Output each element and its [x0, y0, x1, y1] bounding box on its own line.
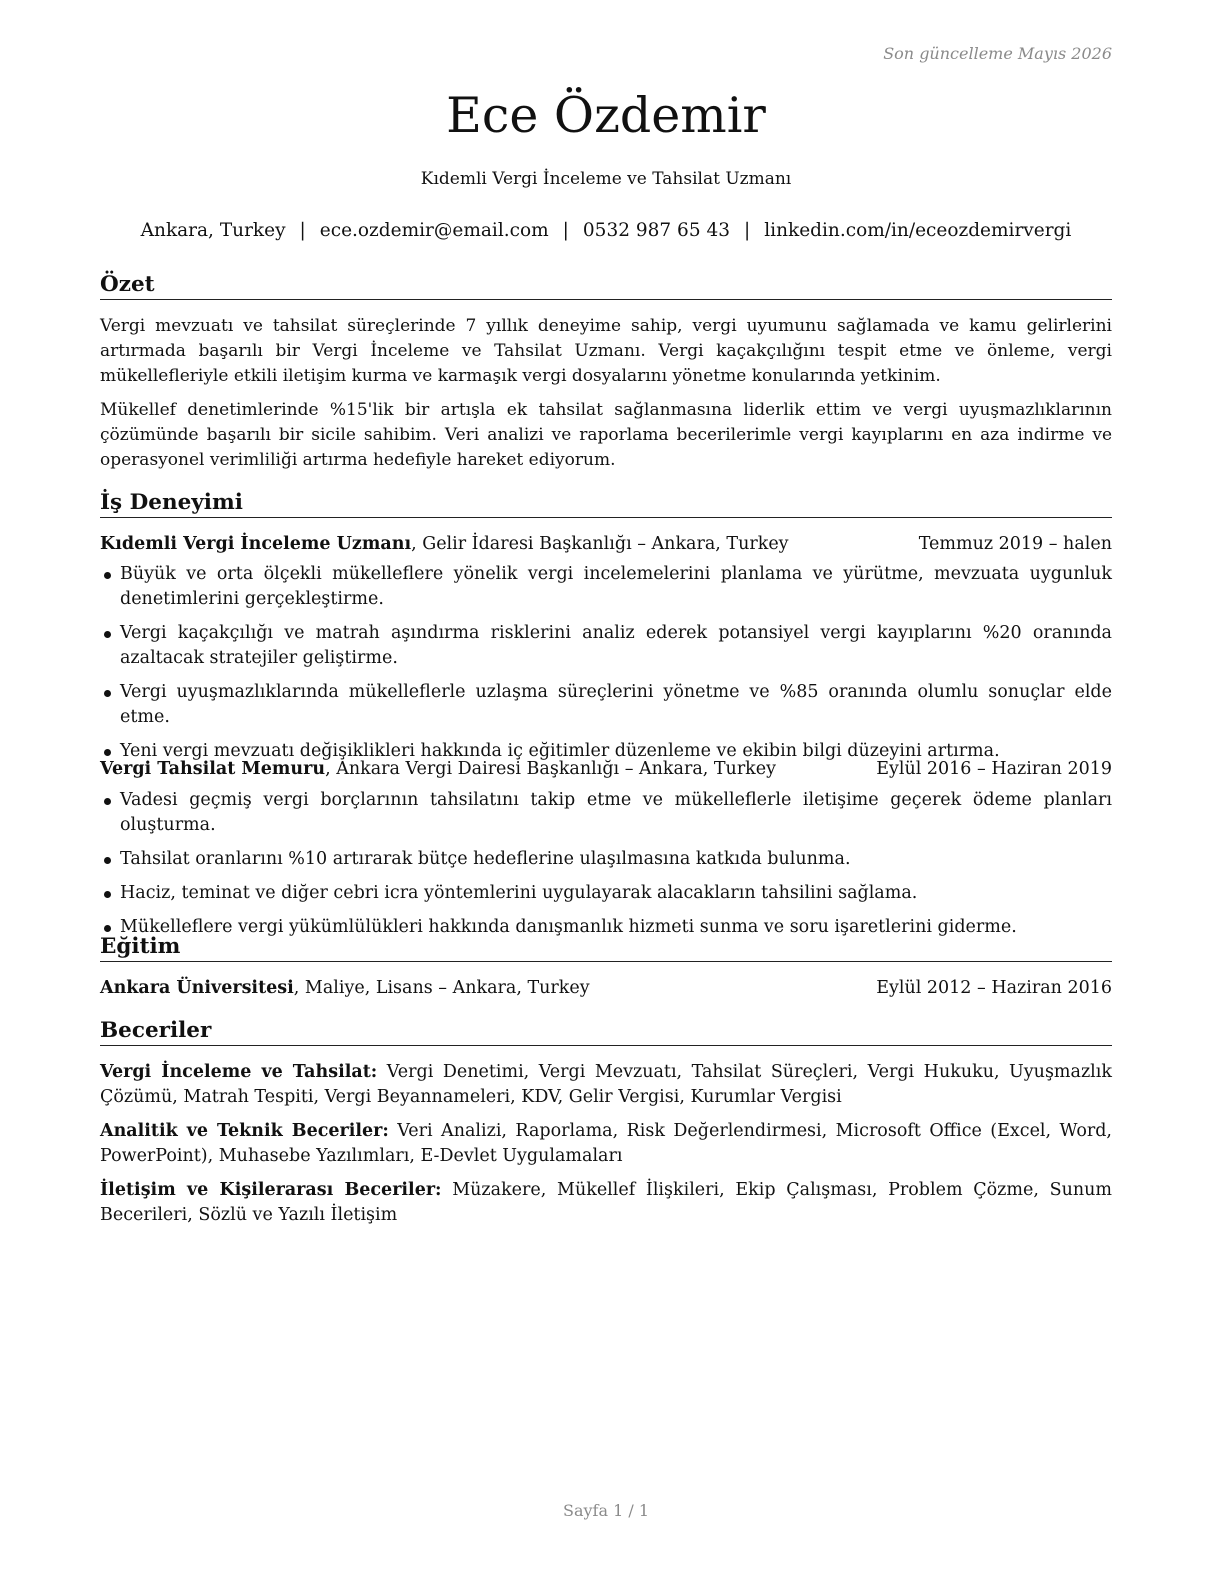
- education-entry: [100, 976, 1112, 1001]
- contact-email[interactable]: ece.ozdemir@email.com: [319, 220, 549, 241]
- resume-page: [100, 0, 1112, 1584]
- list-item: Vergi uyuşmazlıklarında mükelleflerle uzlaşma süreçlerini yönetme ve %85 oranında olumlu sonuçlar elde etme.: [100, 680, 1112, 730]
- contact-line: [100, 218, 1112, 244]
- job-organization: , Gelir İdaresi Başkanlığı – Ankara, Turkey: [411, 534, 789, 554]
- list-item: Haciz, teminat ve diğer cebri icra yöntemlerini uygulayarak alacakların tahsilini sağlama.: [100, 881, 1112, 906]
- list-item: Büyük ve orta ölçekli mükelleflere yönelik vergi incelemelerini planlama ve yürütme, mevzuata uygunluk denetimlerini gerçekleştirme.: [100, 562, 1112, 612]
- contact-separator: |: [562, 220, 569, 241]
- contact-location: Ankara, Turkey: [140, 220, 286, 241]
- list-item: Mükelleflere vergi yükümlülükleri hakkında danışmanlık hizmeti sunma ve soru işaretlerini giderme.: [100, 915, 1112, 940]
- job-entry-header: [100, 757, 1112, 782]
- summary-paragraph: Mükellef denetimlerinde %15'lik bir artışla ek tahsilat sağlanmasına liderlik ettim ve vergi uyuşmazlıklarının çözümünde başarılı bir sicile sahibim. Veri analizi ve raporlama becerilerimle vergi kayıplarını en aza indirme ve operasyonel verimliliği artırma hedefiyle hareket ediyorum.: [100, 400, 1112, 470]
- skill-group-label: Vergi İnceleme ve Tahsilat:: [100, 1062, 378, 1082]
- job-bullets: [100, 562, 1112, 773]
- section-heading-skills: Beceriler: [100, 1017, 1112, 1046]
- education-detail: , Maliye, Lisans – Ankara, Turkey: [293, 978, 590, 998]
- job-role: Vergi Tahsilat Memuru: [100, 759, 326, 779]
- candidate-title: Kıdemli Vergi İnceleme ve Tahsilat Uzmanı: [420, 169, 792, 189]
- section-heading-summary: Özet: [100, 271, 1112, 300]
- contact-separator: |: [299, 220, 306, 241]
- skill-group-label: Analitik ve Teknik Beceriler:: [100, 1121, 389, 1141]
- job-dates: Eylül 2016 – Haziran 2019: [876, 759, 1112, 779]
- last-updated: Son güncelleme Mayıs 2026: [883, 44, 1112, 63]
- list-item: Yeni vergi mevzuatı değişiklikleri hakkında iç eğitimler düzenleme ve ekibin bilgi düzeyini artırma.: [100, 739, 1112, 764]
- summary-paragraph: Vergi mevzuatı ve tahsilat süreçlerinde 7 yıllık deneyime sahip, vergi uyumunu sağlamada ve kamu gelirlerini artırmada başarılı bir Vergi İnceleme ve Tahsilat Uzmanı. Vergi kaçakçılığını tespit etme ve önleme, vergi mükellefleriyle etkili iletişim kurma ve karmaşık vergi dosyalarını yönetme konularında yetkinim.: [100, 316, 1112, 386]
- section-heading-experience: İş Deneyimi: [100, 489, 1112, 518]
- skill-group-items: Müzakere, Mükellef İlişkileri, Ekip Çalışması, Problem Çözme, Sunum Becerileri, Sözlü ve Yazılı İletişim: [100, 1180, 1113, 1225]
- list-item: Vergi kaçakçılığı ve matrah aşındırma risklerini analiz ederek potansiyel vergi kayıplarını %20 oranında azaltacak stratejiler geliştirme.: [100, 621, 1112, 671]
- skill-group: [100, 1178, 1112, 1228]
- contact-linkedin[interactable]: linkedin.com/in/eceozdemirvergi: [764, 220, 1072, 241]
- candidate-name: Ece Özdemir: [446, 87, 766, 144]
- job-dates: Temmuz 2019 – halen: [918, 534, 1112, 554]
- contact-separator: |: [744, 220, 751, 241]
- list-item: Tahsilat oranlarını %10 artırarak bütçe hedeflerine ulaşılmasına katkıda bulunma.: [100, 847, 1112, 872]
- job-role: Kıdemli Vergi İnceleme Uzmanı: [100, 534, 412, 554]
- education-dates: Eylül 2012 – Haziran 2016: [876, 978, 1112, 998]
- skill-group: [100, 1119, 1112, 1169]
- skill-group-label: İletişim ve Kişilerarası Beceriler:: [100, 1180, 442, 1200]
- skill-group-items: Vergi Denetimi, Vergi Mevzuatı, Tahsilat Süreçleri, Vergi Hukuku, Uyuşmazlık Çözümü, Matrah Tespiti, Vergi Beyannameleri, KDV, Gelir Vergisi, Kurumlar Vergisi: [100, 1062, 1112, 1107]
- skill-group: [100, 1060, 1112, 1110]
- education-school: Ankara Üniversitesi: [100, 978, 294, 998]
- contact-phone[interactable]: 0532 987 65 43: [582, 220, 731, 241]
- skill-group-items: Veri Analizi, Raporlama, Risk Değerlendirmesi, Microsoft Office (Excel, Word, PowerPoint), Muhasebe Yazılımları, E-Devlet Uygulamaları: [100, 1121, 1112, 1166]
- page-number: Sayfa 1 / 1: [562, 1501, 649, 1520]
- job-organization: , Ankara Vergi Dairesi Başkanlığı – Ankara, Turkey: [325, 759, 777, 779]
- job-bullets: [100, 788, 1112, 949]
- section-heading-education: Eğitim: [100, 933, 1112, 962]
- list-item: Vadesi geçmiş vergi borçlarının tahsilatını takip etme ve mükelleflerle iletişime geçerek ödeme planları oluşturma.: [100, 788, 1112, 838]
- job-entry-header: [100, 532, 1112, 557]
